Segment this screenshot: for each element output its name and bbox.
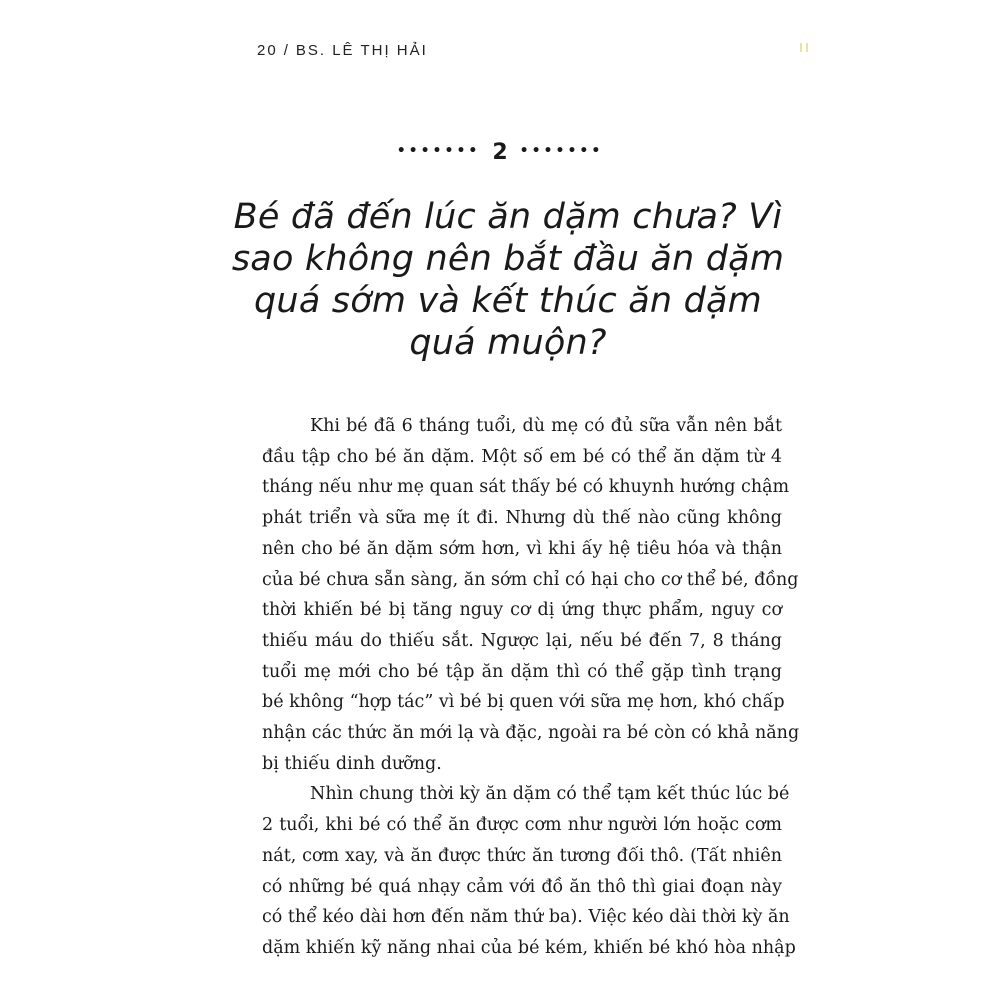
- body-line: Khi bé đã 6 tháng tuổi, dù mẹ có đủ sữa vẫn nên bắt: [310, 416, 782, 436]
- body-line: tuổi mẹ mới cho bé tập ăn dặm thì có thể gặp tình trạng: [262, 661, 782, 682]
- body-line: phát triển và sữa mẹ ít đi. Nhưng dù thế nào cũng không: [262, 508, 782, 529]
- author-name: BS. LÊ THỊ HẢI: [295, 42, 428, 59]
- page-edge-mark: [800, 40, 814, 52]
- body-line: có thể kéo dài hơn đến năm thứ ba). Việc kéo dài thời kỳ ăn: [262, 907, 790, 928]
- chapter-title-line: Bé đã đến lúc ăn dặm chưa? Vì: [233, 197, 783, 237]
- chapter-dots-right: •••••••: [519, 143, 604, 159]
- chapter-number: 2: [492, 140, 508, 165]
- body-line: 2 tuổi, khi bé có thể ăn được cơm như người lớn hoặc cơm: [262, 815, 782, 836]
- body-line: thời khiến bé bị tăng nguy cơ dị ứng thực phẩm, nguy cơ: [262, 600, 782, 621]
- chapter-title-line: quá sớm và kết thúc ăn dặm: [254, 281, 762, 321]
- body-line: bị thiếu dinh dưỡng.: [262, 753, 442, 774]
- body-line: dặm khiến kỹ năng nhai của bé kém, khiến bé khó hòa nhập: [262, 937, 796, 958]
- chapter-title: [228, 196, 788, 364]
- header-separator: /: [283, 42, 290, 59]
- body-line: đầu tập cho bé ăn dặm. Một số em bé có thể ăn dặm từ 4: [262, 446, 782, 467]
- body-line: của bé chưa sẵn sàng, ăn sớm chỉ có hại cho cơ thể bé, đồng: [262, 569, 799, 590]
- chapter-title-line: sao không nên bắt đầu ăn dặm: [231, 239, 785, 279]
- body-line: nát, cơm xay, và ăn được thức ăn tương đối thô. (Tất nhiên: [262, 845, 782, 866]
- page-number: 20: [257, 42, 278, 59]
- body-line: nhận các thức ăn mới lạ và đặc, ngoài ra bé còn có khả năng: [262, 723, 800, 744]
- body-line: Nhìn chung thời kỳ ăn dặm có thể tạm kết thúc lúc bé: [310, 784, 790, 805]
- body-text: [262, 411, 800, 964]
- chapter-marker: [0, 140, 1000, 165]
- body-line: có những bé quá nhạy cảm với đồ ăn thô thì giai đoạn này: [262, 876, 782, 897]
- body-line: bé không “hợp tác” vì bé bị quen với sữa mẹ hơn, khó chấp: [262, 692, 785, 713]
- body-line: thiếu máu do thiếu sắt. Ngược lại, nếu bé đến 7, 8 tháng: [262, 630, 782, 651]
- running-header: [257, 42, 428, 59]
- body-line: nên cho bé ăn dặm sớm hơn, vì khi ấy hệ tiêu hóa và thận: [262, 538, 782, 559]
- body-line: tháng nếu như mẹ quan sát thấy bé có khuynh hướng chậm: [262, 477, 790, 498]
- chapter-title-line: quá muộn?: [409, 323, 607, 363]
- chapter-dots-left: •••••••: [396, 143, 481, 159]
